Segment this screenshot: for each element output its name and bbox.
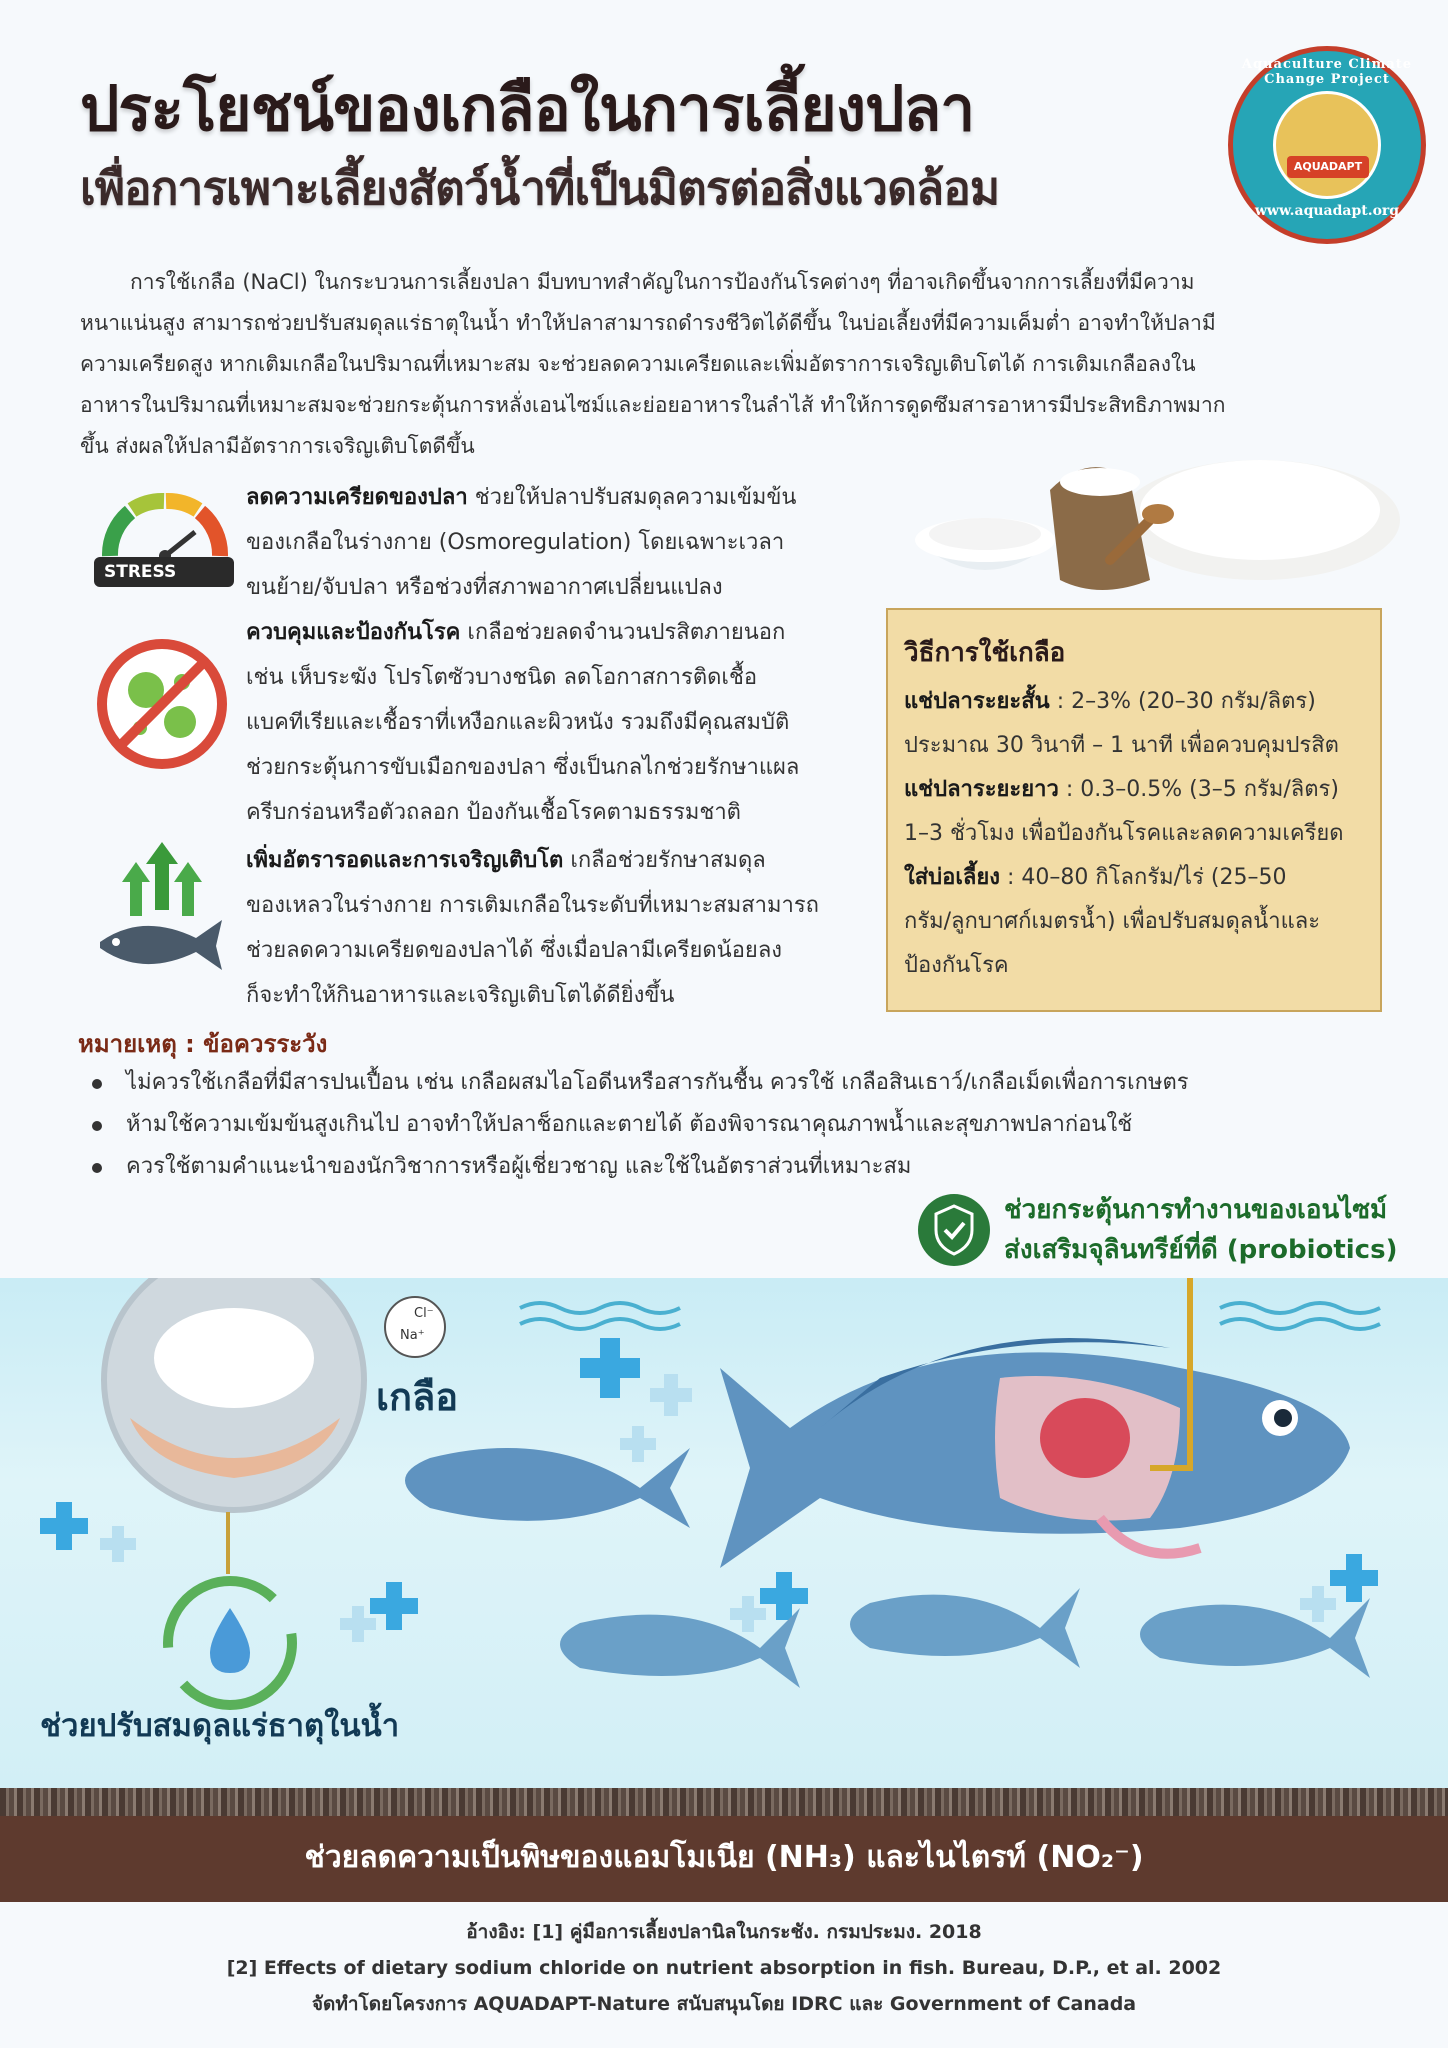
stress-gauge-icon	[100, 486, 230, 562]
mineral-balance-label: ช่วยปรับสมดุลแร่ธาตุในน้ำ	[40, 1708, 400, 1744]
benefit-line: ของเกลือในร่างกาย (Osmoregulation) โดยเฉพาะเวลา	[246, 530, 785, 555]
benefit-disease	[246, 610, 866, 835]
note-item: ควรใช้ตามคำแนะนำของนักวิชาการหรือผู้เชี่ยวชาญ และใช้ในอัตราส่วนที่เหมาะสม	[92, 1146, 1412, 1188]
pond-bottom	[0, 1788, 1448, 1902]
benefit-line: ช่วยให้ปลาปรับสมดุลความเข้มข้น	[467, 485, 797, 510]
benefit-line: เช่น เห็บระฆัง โปรโตซัวบางชนิด ลดโอกาสการติดเชื้อ	[246, 665, 758, 690]
intro-line: ขึ้น ส่งผลให้ปลามีอัตราการเจริญเติบโตดีขึ้น	[80, 434, 475, 458]
sodium-chloride-icon	[384, 1296, 446, 1358]
benefit-line: ขนย้าย/จับปลา หรือช่วงที่สภาพอากาศเปลี่ยนแปลง	[246, 575, 723, 600]
toxicity-text: ช่วยลดความเป็นพิษของแอมโมเนีย (NH₃) และไนไตรท์ (NO₂⁻)	[304, 1840, 1144, 1875]
benefit-heading: ควบคุมและป้องกันโรค	[246, 620, 461, 645]
method-label: แช่ปลาระยะสั้น	[904, 689, 1050, 714]
salt-bowl-illustration	[900, 430, 1400, 600]
notes-title: หมายเหตุ : ข้อควรระวัง	[78, 1030, 328, 1058]
method-line: ป้องกันโรค	[904, 953, 1009, 978]
benefit-growth	[246, 838, 866, 1018]
benefit-line: ช่วยกระตุ้นการขับเมือกของปลา ซึ่งเป็นกลไกช่วยรักษาแผล	[246, 755, 800, 780]
probiotic-line: ส่งเสริมจุลินทรีย์ที่ดี (probiotics)	[1004, 1235, 1398, 1265]
logo-farmers-icon	[1273, 91, 1381, 199]
benefit-heading: ลดความเครียดของปลา	[246, 485, 468, 510]
benefit-line: ช่วยลดความเครียดของปลาได้ ซึ่งเมื่อปลามีเครียดน้อยลง	[246, 938, 783, 963]
gravel-strip	[0, 1788, 1448, 1816]
benefit-line: เกลือช่วยลดจำนวนปรสิตภายนอก	[460, 620, 786, 645]
salt-label: เกลือ	[376, 1375, 459, 1419]
intro-line: หนาแน่นสูง สามารถช่วยปรับสมดุลแร่ธาตุในน้ำ ทำให้ปลาสามารถดำรงชีวิตได้ดีขึ้น ในบ่อเลี้ยงที่มีความเค็มต่ำ อาจทำให้ปลามี	[80, 311, 1216, 335]
ion-na: Na⁺	[400, 1328, 425, 1343]
benefit-line: เกลือช่วยรักษาสมดุล	[563, 848, 766, 873]
reference-line: [2] Effects of dietary sodium chloride on nutrient absorption in fish. Bureau, D.P., et al. 2002	[226, 1957, 1222, 1979]
references	[0, 1914, 1448, 2022]
reference-line: จัดทำโดยโครงการ AQUADAPT-Nature สนับสนุนโดย IDRC และ Government of Canada	[311, 1993, 1137, 2015]
benefit-stress	[246, 475, 866, 610]
method-body	[904, 680, 1374, 988]
method-title: วิธีการใช้เกลือ	[904, 638, 1066, 668]
benefit-line: ครีบกร่อนหรือตัวถลอก ป้องกันเชื้อโรคตามธรรมชาติ	[246, 800, 741, 825]
method-line: : 40–80 กิโลกรัม/ไร่ (25–50	[999, 865, 1287, 890]
intro-line: การใช้เกลือ (NaCl) ในกระบวนการเลี้ยงปลา มีบทบาทสำคัญในการป้องกันโรคต่างๆ ที่อาจเกิดขึ้นจากการเลี้ยงที่มีความ	[130, 270, 1195, 294]
notes-list	[92, 1062, 1412, 1188]
method-line: : 0.3–0.5% (3–5 กรัม/ลิตร)	[1058, 777, 1339, 802]
method-line: กรัม/ลูกบาศก์เมตรน้ำ) เพื่อปรับสมดุลน้ำและ	[904, 909, 1321, 934]
intro-line: ความเครียดสูง หากเติมเกลือในปริมาณที่เหมาะสม จะช่วยลดความเครียดและเพิ่มอัตราการเจริญเติบโตได้ การเติมเกลือลงใน	[80, 352, 1196, 376]
logo-ring-top-text: Aquaculture Climate Change Project	[1241, 57, 1413, 87]
intro-line: อาหารในปริมาณที่เหมาะสมจะช่วยกระตุ้นการหลั่งเอนไซม์และย่อยอาหารในลำไส้ ทำให้การดูดซึมสารอาหารมีประสิทธิภาพมาก	[80, 393, 1226, 417]
note-item: ห้ามใช้ความเข้มข้นสูงเกินไป อาจทำให้ปลาช็อกและตายได้ ต้องพิจารณาคุณภาพน้ำและสุขภาพปลาก่อนใช้	[92, 1104, 1412, 1146]
method-label: แช่ปลาระยะยาว	[904, 777, 1059, 802]
page-title: ประโยชน์ของเกลือในการเลี้ยงปลา	[80, 72, 975, 145]
probiotic-label	[1004, 1190, 1397, 1270]
benefit-line: แบคทีเรียและเชื้อราที่เหงือกและผิวหนัง รวมถึงมีคุณสมบัติ	[246, 710, 790, 735]
no-bacteria-icon	[94, 636, 230, 772]
benefit-line: ของเหลวในร่างกาย การเติมเกลือในระดับที่เหมาะสมสามารถ	[246, 893, 819, 918]
method-line: ประมาณ 30 วินาที – 1 นาที เพื่อควบคุมปรสิต	[904, 733, 1339, 758]
method-label: ใส่บ่อเลี้ยง	[904, 865, 1000, 890]
small-fish-1	[405, 1448, 690, 1528]
page-subtitle: เพื่อการเพาะเลี้ยงสัตว์น้ำที่เป็นมิตรต่อสิ่งแวดล้อม	[80, 161, 1000, 215]
probiotic-line: ช่วยกระตุ้นการทำงานของเอนไซม์	[1004, 1195, 1388, 1225]
fish-growth-icon	[92, 842, 232, 980]
benefit-line: ก็จะทำให้กินอาหารและเจริญเติบโตได้ดียิ่งขึ้น	[246, 983, 675, 1008]
small-fish-3	[850, 1588, 1080, 1668]
large-fish	[720, 1338, 1350, 1568]
method-line: : 2–3% (20–30 กรัม/ลิตร)	[1049, 689, 1316, 714]
ion-cl: Cl⁻	[414, 1306, 434, 1321]
benefit-heading: เพิ่มอัตรารอดและการเจริญเติบโต	[246, 848, 564, 873]
note-item: ไม่ควรใช้เกลือที่มีสารปนเปื้อน เช่น เกลือผสมไอโอดีนหรือสารกันชื้น ควรใช้ เกลือสินเธาว์/เกลือเม็ดเพื่อการเกษตร	[92, 1062, 1412, 1104]
method-line: 1–3 ชั่วโมง เพื่อป้องกันโรคและลดความเครียด	[904, 821, 1344, 846]
stress-badge: STRESS	[94, 557, 234, 587]
logo-url: www.aquadapt.org	[1254, 203, 1400, 219]
method-box	[886, 608, 1382, 1012]
aquadapt-logo	[1228, 46, 1426, 244]
reference-line: อ้างอิง: [1] คู่มือการเลี้ยงปลานิลในกระชัง. กรมประมง. 2018	[466, 1921, 982, 1943]
shield-check-icon	[916, 1192, 992, 1268]
logo-badge: AQUADAPT	[1287, 156, 1369, 178]
